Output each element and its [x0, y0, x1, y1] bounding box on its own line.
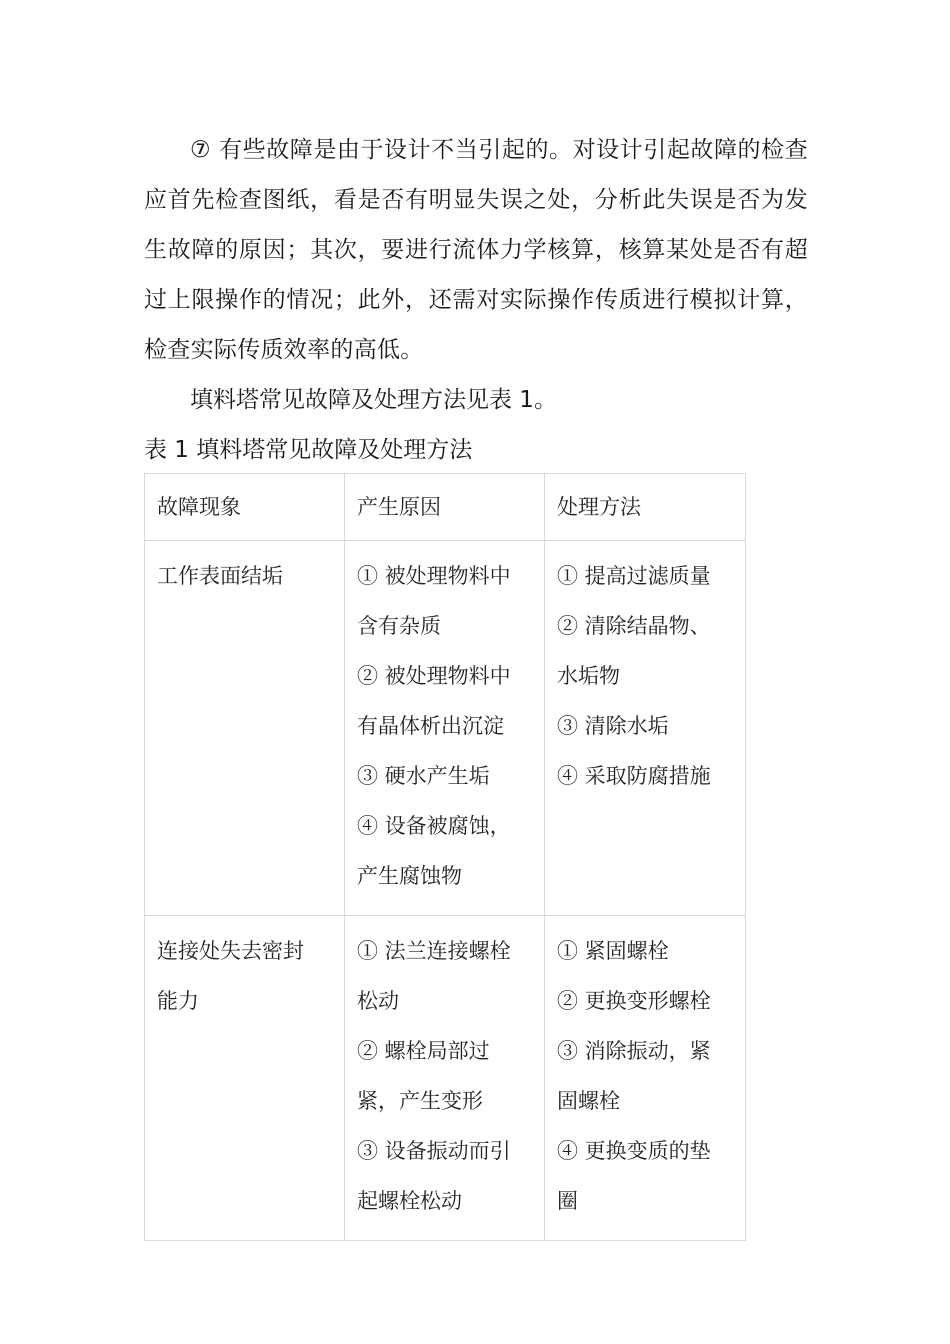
cell-line: ③ 清除水垢: [557, 714, 669, 738]
cell-line: 起螺栓松动: [357, 1189, 462, 1213]
cell-methods: [545, 916, 746, 1241]
cell-causes: [345, 916, 545, 1241]
table-header-row: [145, 474, 746, 541]
cell-line: 水垢物: [557, 664, 620, 688]
fault-table: [144, 473, 746, 1241]
cell-line: 有晶体析出沉淀: [357, 714, 504, 738]
header-cause: 产生原因: [345, 474, 545, 541]
table-caption: 表 1 填料塔常见故障及处理方法: [144, 437, 473, 463]
cell-line: 工作表面结垢: [157, 564, 283, 588]
cell-line: ② 清除结晶物、: [557, 614, 711, 638]
header-method: 处理方法: [545, 474, 746, 541]
cell-line: 固螺栓: [557, 1089, 620, 1113]
cell-methods: [545, 541, 746, 916]
cell-line: 能力: [157, 989, 199, 1013]
cell-line: ① 提高过滤质量: [557, 564, 711, 588]
cell-line: ③ 消除振动，紧: [557, 1039, 711, 1063]
cell-line: ④ 采取防腐措施: [557, 764, 711, 788]
header-phenomenon: 故障现象: [145, 474, 345, 541]
cell-line: ① 被处理物料中: [357, 564, 511, 588]
cell-line: ④ 设备被腐蚀，: [357, 814, 511, 838]
paragraph-design-faults: ⑦ 有些故障是由于设计不当引起的。对设计引起故障的检查应首先检查图纸，看是否有明显失误之处，分析此失误是否为发生故障的原因；其次，要进行流体力学核算，核算某处是否有超过上限操作的情况；此外，还需对实际操作传质进行模拟计算，检查实际传质效率的高低。: [144, 137, 808, 363]
paragraph-table-reference: 填料塔常见故障及处理方法见表 1。: [190, 387, 557, 413]
cell-line: ② 更换变形螺栓: [557, 989, 711, 1013]
cell-line: ③ 硬水产生垢: [357, 764, 490, 788]
table-row: [145, 541, 746, 916]
cell-line: 松动: [357, 989, 399, 1013]
cell-line: ② 被处理物料中: [357, 664, 511, 688]
document-body: [144, 125, 808, 475]
cell-line: 紧，产生变形: [357, 1089, 483, 1113]
cell-line: ④ 更换变质的垫: [557, 1139, 711, 1163]
cell-line: ① 法兰连接螺栓: [357, 939, 511, 963]
cell-line: ③ 设备振动而引: [357, 1139, 511, 1163]
cell-line: 含有杂质: [357, 614, 441, 638]
cell-phenomenon: [145, 541, 345, 916]
cell-line: 圈: [557, 1189, 578, 1213]
cell-line: ② 螺栓局部过: [357, 1039, 490, 1063]
table-row: [145, 916, 746, 1241]
cell-phenomenon: [145, 916, 345, 1241]
cell-line: ① 紧固螺栓: [557, 939, 669, 963]
cell-causes: [345, 541, 545, 916]
cell-line: 产生腐蚀物: [357, 864, 462, 888]
cell-line: 连接处失去密封: [157, 939, 304, 963]
